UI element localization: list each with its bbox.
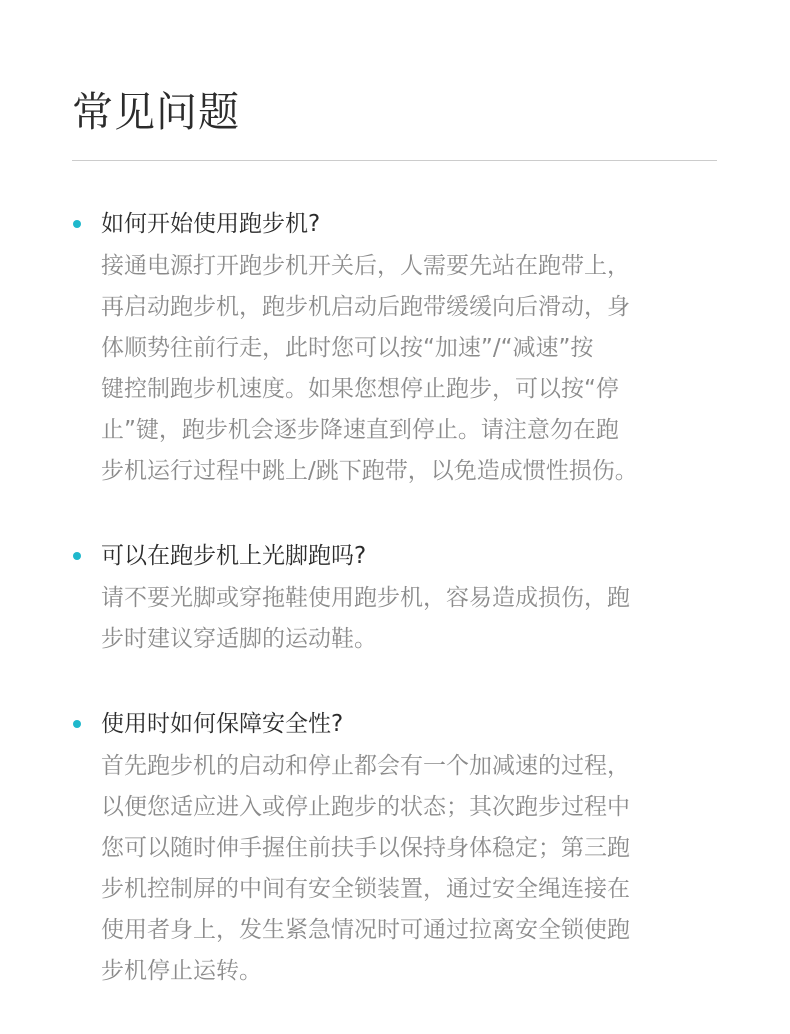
answer-line: 步机控制屏的中间有安全锁装置，通过安全绳连接在	[101, 876, 630, 902]
faq-item-barefoot	[72, 534, 717, 660]
faq-question: 可以在跑步机上光脚跑吗?	[101, 543, 367, 569]
answer-line: 以便您适应进入或停止跑步的状态；其次跑步过程中	[101, 794, 630, 820]
faq-answer	[101, 578, 717, 660]
answer-line: 步时建议穿适脚的运动鞋。	[101, 626, 377, 652]
answer-line: 使用者身上，发生紧急情况时可通过拉离安全锁使跑	[101, 917, 630, 943]
faq-item-safety	[72, 702, 717, 992]
answer-line: 接通电源打开跑步机开关后，人需要先站在跑带上，	[101, 253, 630, 279]
faq-answer	[101, 246, 717, 492]
answer-line: 首先跑步机的启动和停止都会有一个加减速的过程，	[101, 753, 630, 779]
faq-question: 如何开始使用跑步机?	[101, 211, 321, 237]
page-title: 常见问题	[72, 88, 240, 136]
answer-line: 步机运行过程中跳上/跳下跑带，以免造成惯性损伤。	[101, 458, 638, 484]
answer-line: 再启动跑步机，跑步机启动后跑带缓缓向后滑动，身	[101, 294, 630, 320]
answer-line: 体顺势往前行走，此时您可以按“加速”/“减速”按	[101, 335, 594, 361]
faq-list	[72, 202, 717, 1034]
faq-question: 使用时如何保障安全性?	[101, 711, 344, 737]
faq-answer	[101, 746, 717, 992]
bullet-icon	[73, 552, 81, 560]
bullet-icon	[73, 220, 81, 228]
answer-line: 止”键，跑步机会逐步降速直到停止。请注意勿在跑	[101, 417, 619, 443]
answer-line: 步机停止运转。	[101, 958, 262, 984]
answer-line: 您可以随时伸手握住前扶手以保持身体稳定；第三跑	[101, 835, 630, 861]
answer-line: 请不要光脚或穿拖鞋使用跑步机，容易造成损伤，跑	[101, 585, 630, 611]
title-divider	[72, 160, 717, 161]
bullet-icon	[73, 720, 81, 728]
faq-item-start	[72, 202, 717, 492]
answer-line: 键控制跑步机速度。如果您想停止跑步，可以按“停	[101, 376, 619, 402]
